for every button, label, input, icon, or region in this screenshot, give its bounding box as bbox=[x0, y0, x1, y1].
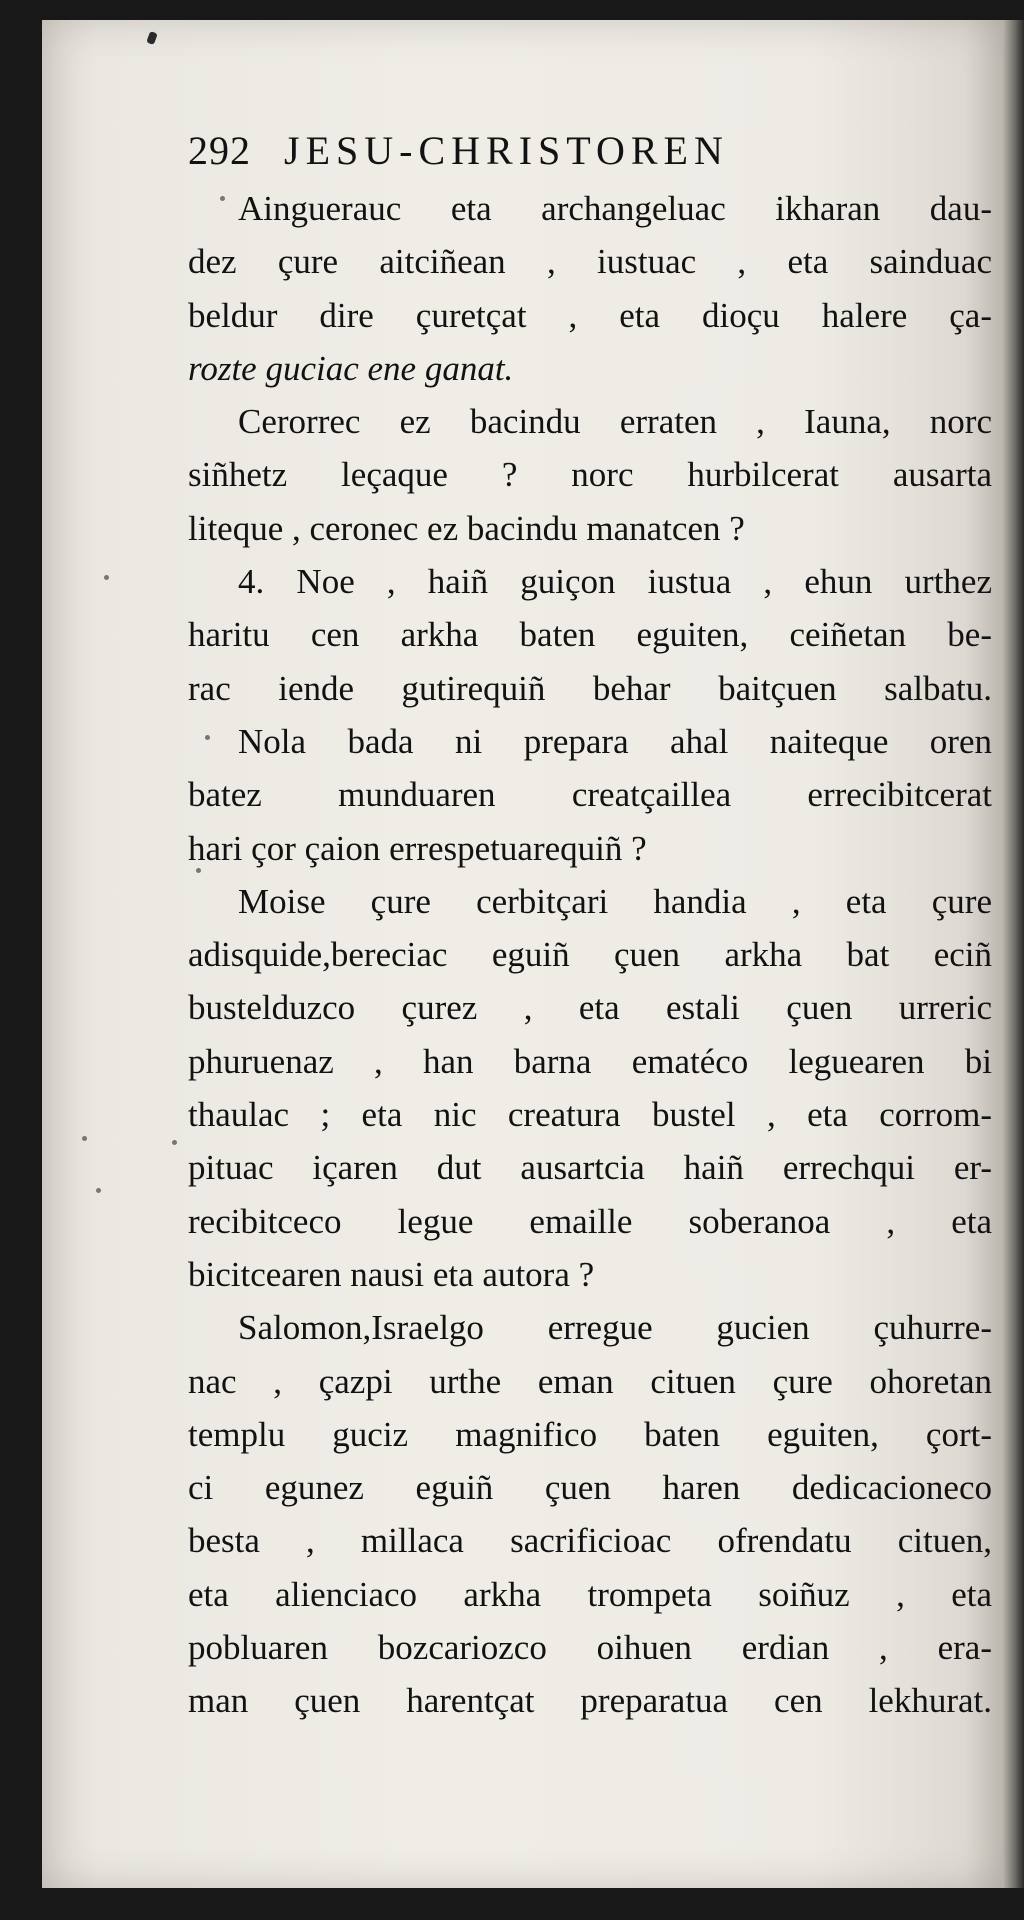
text-line: bicitcearen nausi eta autora ? bbox=[188, 1254, 595, 1294]
text-line: bustelduzco çurez , eta estali çuen urreric bbox=[188, 988, 992, 1028]
text-line: Ainguerauc eta archangeluac ikharan dau- bbox=[238, 189, 992, 228]
page-number: 292 bbox=[188, 128, 251, 173]
text-line: adisquide,bereciac eguiñ çuen arkha bat eciñ bbox=[188, 935, 992, 975]
page-edge-shadow bbox=[1002, 20, 1024, 1888]
text-line: thaulac ; eta nic creatura bustel , eta corrom- bbox=[188, 1095, 992, 1135]
text-line: Nola bada ni prepara ahal naiteque oren bbox=[238, 721, 992, 761]
text-line: 4. Noe , haiñ guiçon iustua , ehun urthez bbox=[238, 562, 992, 602]
page-text bbox=[188, 120, 992, 1728]
text-line: siñhetz leçaque ? norc hurbilcerat ausarta bbox=[188, 455, 992, 495]
text-line: Salomon,Israelgo erregue gucien çuhurre- bbox=[238, 1308, 992, 1348]
margin-mark bbox=[104, 575, 109, 580]
text-line: haritu cen arkha baten eguiten, ceiñetan be- bbox=[188, 615, 992, 655]
text-line: man çuen harentçat preparatua cen lekhurat. bbox=[188, 1681, 992, 1721]
margin-mark bbox=[172, 1140, 177, 1145]
text-line: beldur dire çuretçat , eta dioçu halere ça- bbox=[188, 295, 992, 335]
text-line: rozte guciac ene ganat. bbox=[188, 348, 514, 388]
text-line: nac , çazpi urthe eman cituen çure ohoretan bbox=[188, 1361, 992, 1401]
text-line: Cerorrec ez bacindu erraten , Iauna, norc bbox=[238, 402, 992, 442]
text-line: templu guciz magnifico baten eguiten, çort- bbox=[188, 1414, 992, 1454]
text-line: hari çor çaion errespetuarequiñ ? bbox=[188, 828, 647, 868]
text-line: besta , millaca sacrificioac ofrendatu cituen, bbox=[188, 1521, 992, 1561]
text-line: pituac içaren dut ausartcia haiñ errechqui er- bbox=[188, 1148, 992, 1188]
running-head bbox=[188, 120, 992, 182]
text-line: pobluaren bozcariozco oihuen erdian , era- bbox=[188, 1628, 992, 1668]
text-line: liteque , ceronec ez bacindu manatcen ? bbox=[188, 508, 745, 548]
text-line: rac iende gutirequiñ behar baitçuen salbatu. bbox=[188, 668, 992, 708]
margin-mark bbox=[96, 1188, 101, 1193]
margin-mark bbox=[82, 1136, 87, 1141]
text-line: ci egunez eguiñ çuen haren dedicacioneco bbox=[188, 1468, 992, 1508]
text-line: dez çure aitciñean , iustuac , eta sainduac bbox=[188, 242, 992, 282]
text-line: Moise çure cerbitçari handia , eta çure bbox=[238, 881, 992, 921]
text-line: batez munduaren creatçaillea errecibitcerat bbox=[188, 775, 992, 815]
text-line: phuruenaz , han barna ematéco leguearen bi bbox=[188, 1041, 992, 1081]
text-line: recibitceco legue emaille soberanoa , eta bbox=[188, 1201, 992, 1241]
running-title: JESU-CHRISTOREN bbox=[284, 128, 729, 173]
text-line: eta alienciaco arkha trompeta soiñuz , eta bbox=[188, 1574, 992, 1614]
